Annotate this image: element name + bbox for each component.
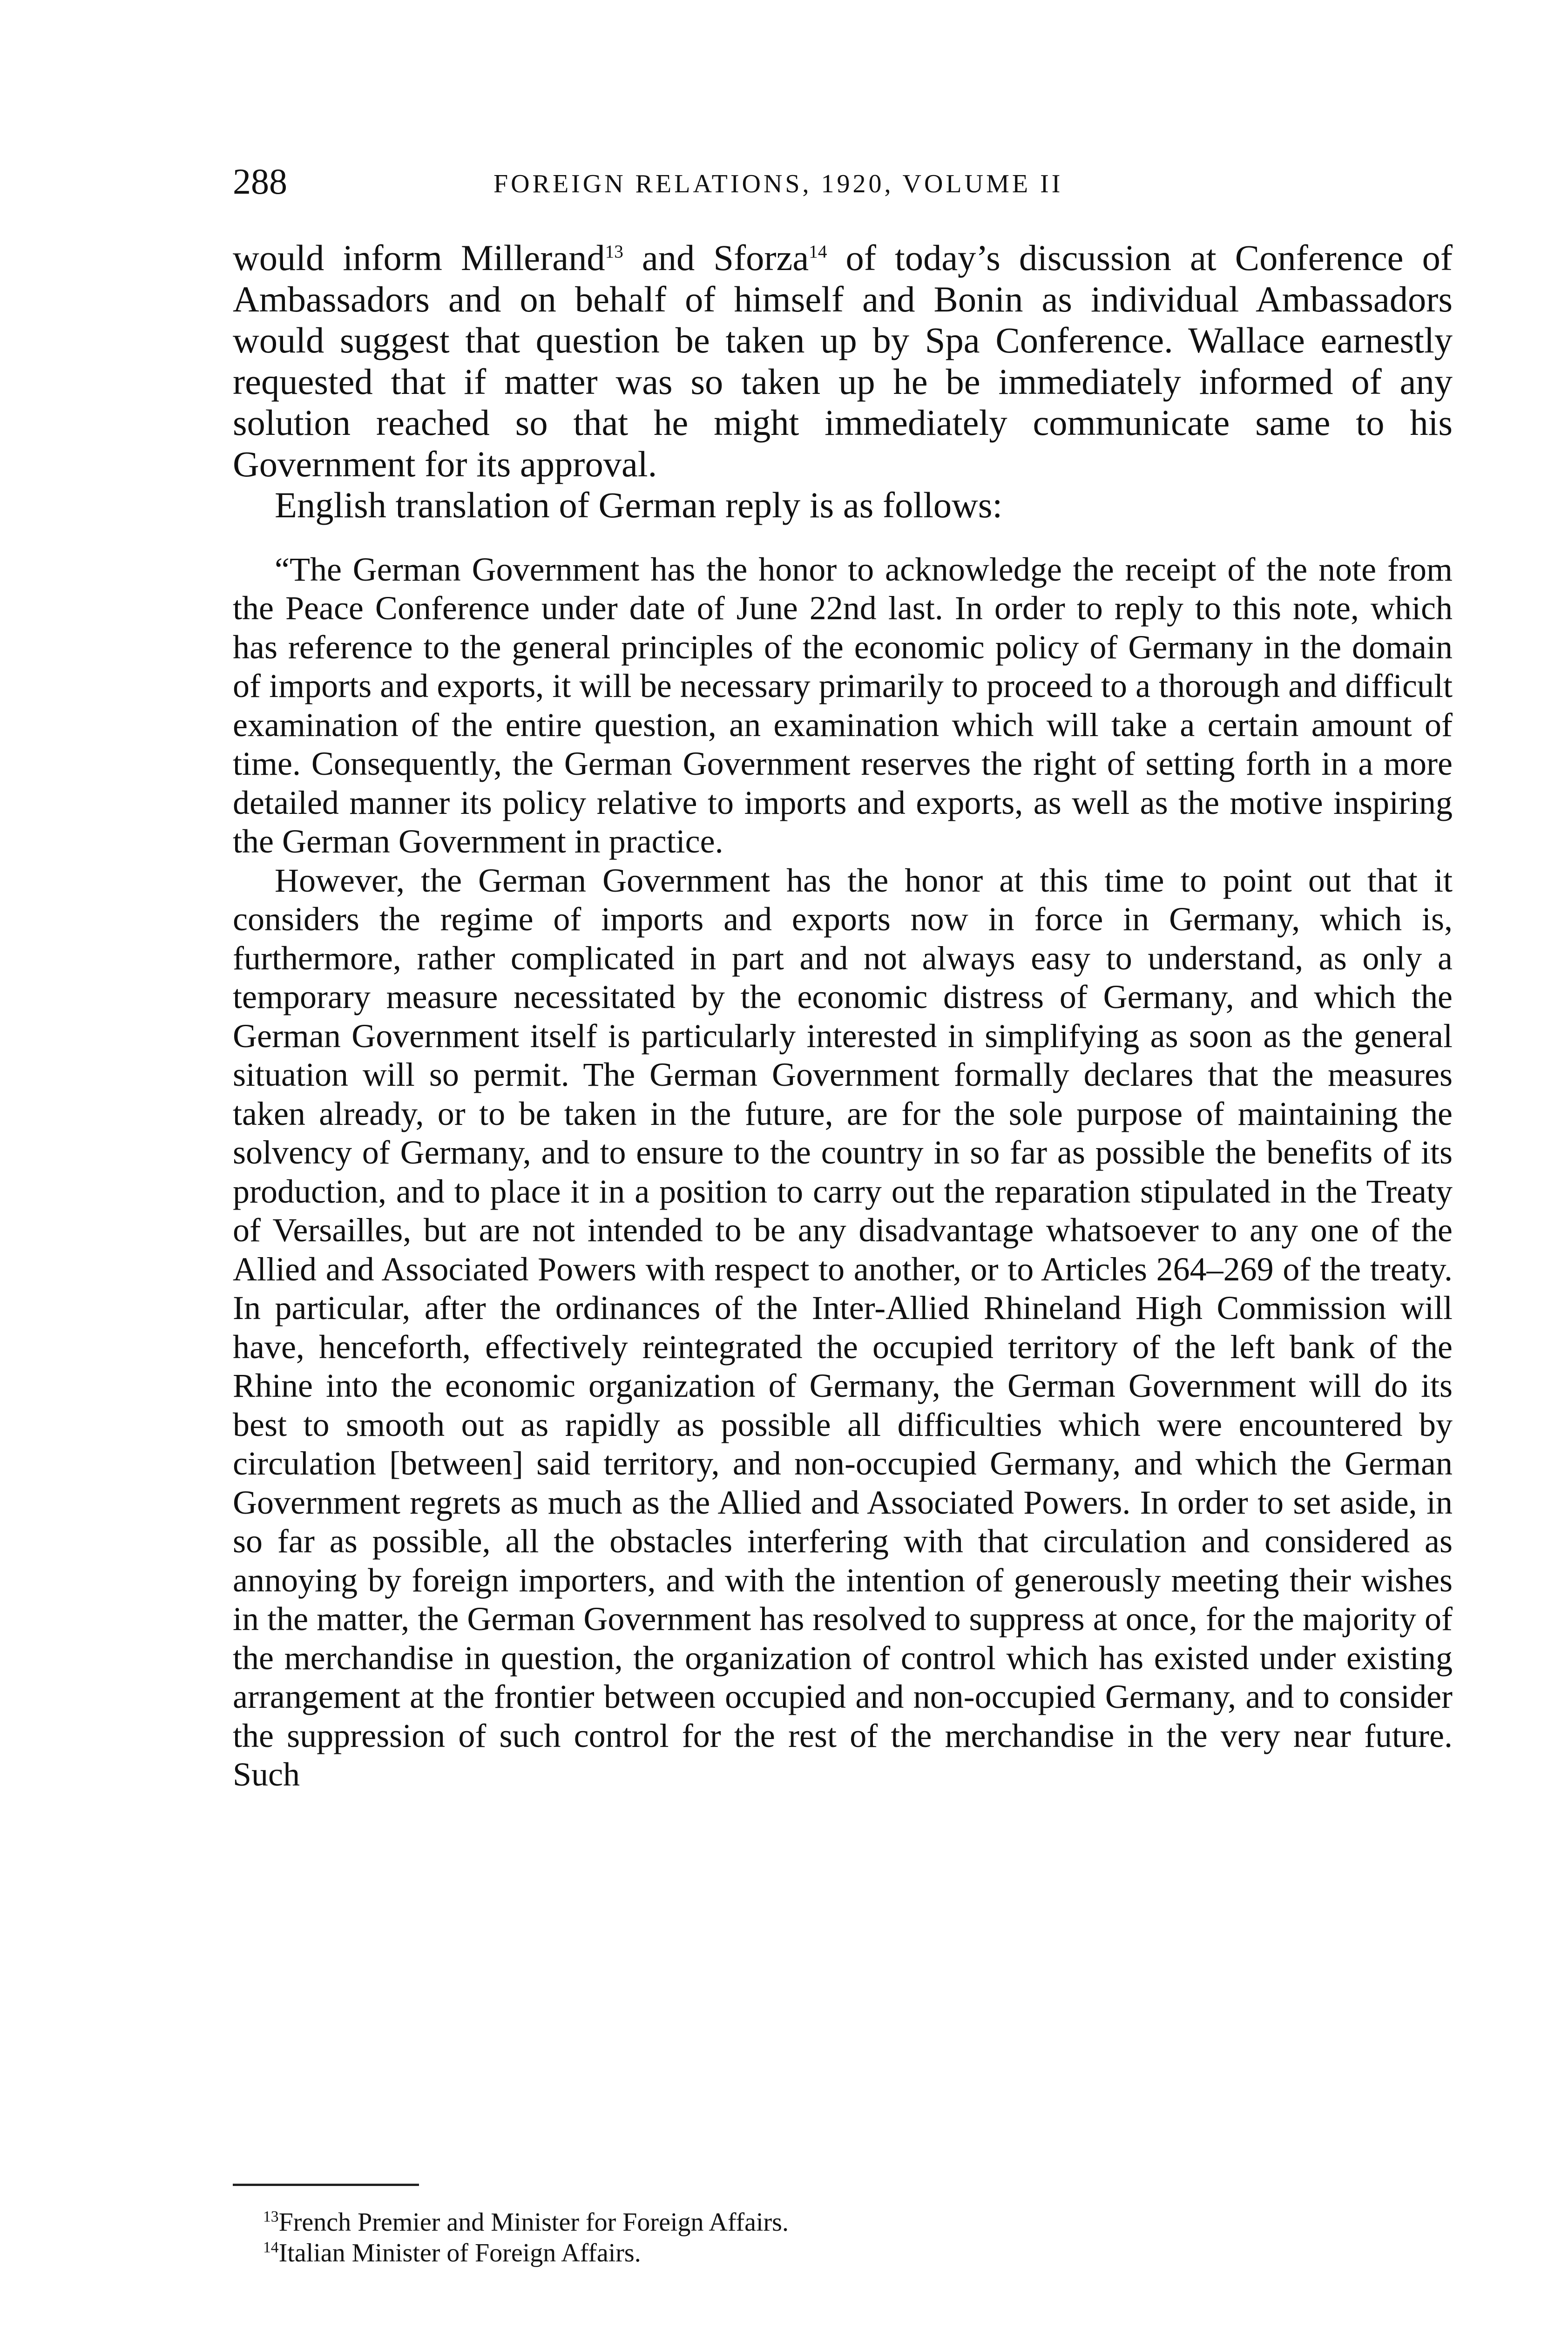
- body-text: [233, 237, 1453, 1794]
- footnote-ref-14: 14: [809, 241, 827, 262]
- quoted-german-reply: [233, 550, 1453, 1794]
- footnote-14: [263, 2238, 1427, 2268]
- footnote-number: 13: [263, 2208, 279, 2226]
- continuation-text-part-3: of today’s discussion at Conference of Ambassadors and on behalf of himself and Bonin as individual Ambassadors would suggest that question be taken up by Spa Conference. Wallace earnestly requested that if matter was so taken up he be immediately informed of any solution reached so that he might immediately communicate same to his Government for its approval.: [233, 237, 1453, 484]
- continuation-text-part-2: and Sforza: [623, 237, 809, 278]
- footnotes: [263, 2207, 1427, 2268]
- continuation-text-part-1: would inform Millerand: [233, 237, 605, 278]
- footnote-number: 14: [263, 2239, 279, 2256]
- quote-paragraph-2: However, the German Government has the honor at this time to point out that it considers the regime of imports and exports now in force in Germany, which is, furthermore, rather complicated in part and not always easy to understand, as only a temporary measure necessitated by the economic distress of Germany, and which the German Government itself is particularly interested in simplifying as soon as the general situation will so permit. The German Government formally declares that the measures taken already, or to be taken in the future, are for the sole purpose of maintaining the solvency of Germany, and to ensure to the country in so far as possible the benefits of its production, and to place it in a position to carry out the reparation stipulated in the Treaty of Versailles, but are not intended to be any disadvantage whatsoever to any one of the Allied and Associated Powers with respect to another, or to Articles 264–269 of the treaty. In particular, after the ordinances of the Inter-Allied Rhineland High Commission will have, henceforth, effectively reintegrated the occupied territory of the left bank of the Rhine into the economic organization of Germany, the German Government will do its best to smooth out as rapidly as possible all difficulties which were encountered by circulation [between] said territory, and non-occupied Germany, and which the German Government regrets as much as the Allied and Associated Powers. In order to set aside, in so far as possible, all the obstacles interfering with that circulation and considered as annoying by foreign importers, and with the intention of generously meeting their wishes in the matter, the German Government has resolved to suppress at once, for the majority of the merchandise in question, the organization of control which has existed under existing arrangement at the frontier between occupied and non-occupied Germany, and to consider the suppression of such control for the rest of the merchandise in the very near future. Such: [233, 861, 1453, 1793]
- footnote-separator: [233, 2184, 419, 2186]
- page-number: 288: [233, 161, 287, 202]
- footnote-text: French Premier and Minister for Foreign Affairs.: [278, 2208, 789, 2237]
- footnote-text: Italian Minister of Foreign Affairs.: [278, 2239, 641, 2267]
- running-title: FOREIGN RELATIONS, 1920, VOLUME II: [493, 169, 1063, 198]
- running-head: [233, 158, 1453, 214]
- continuation-paragraph: [233, 237, 1453, 485]
- footnote-ref-13: 13: [605, 241, 623, 262]
- footnote-13: [263, 2207, 1427, 2238]
- intro-paragraph: English translation of German reply is as follows:: [275, 485, 1003, 525]
- quote-paragraph-1: “The German Government has the honor to acknowledge the receipt of the note from the Peace Conference under date of June 22nd last. In order to reply to this note, which has reference to the general principles of the economic policy of Germany in the domain of imports and exports, it will be necessary primarily to proceed to a thorough and difficult examination of the entire question, an examination which will take a certain amount of time. Consequently, the German Government reserves the right of setting forth in a more detailed manner its policy relative to imports and exports, as well as the motive inspiring the German Government in practice.: [233, 550, 1453, 860]
